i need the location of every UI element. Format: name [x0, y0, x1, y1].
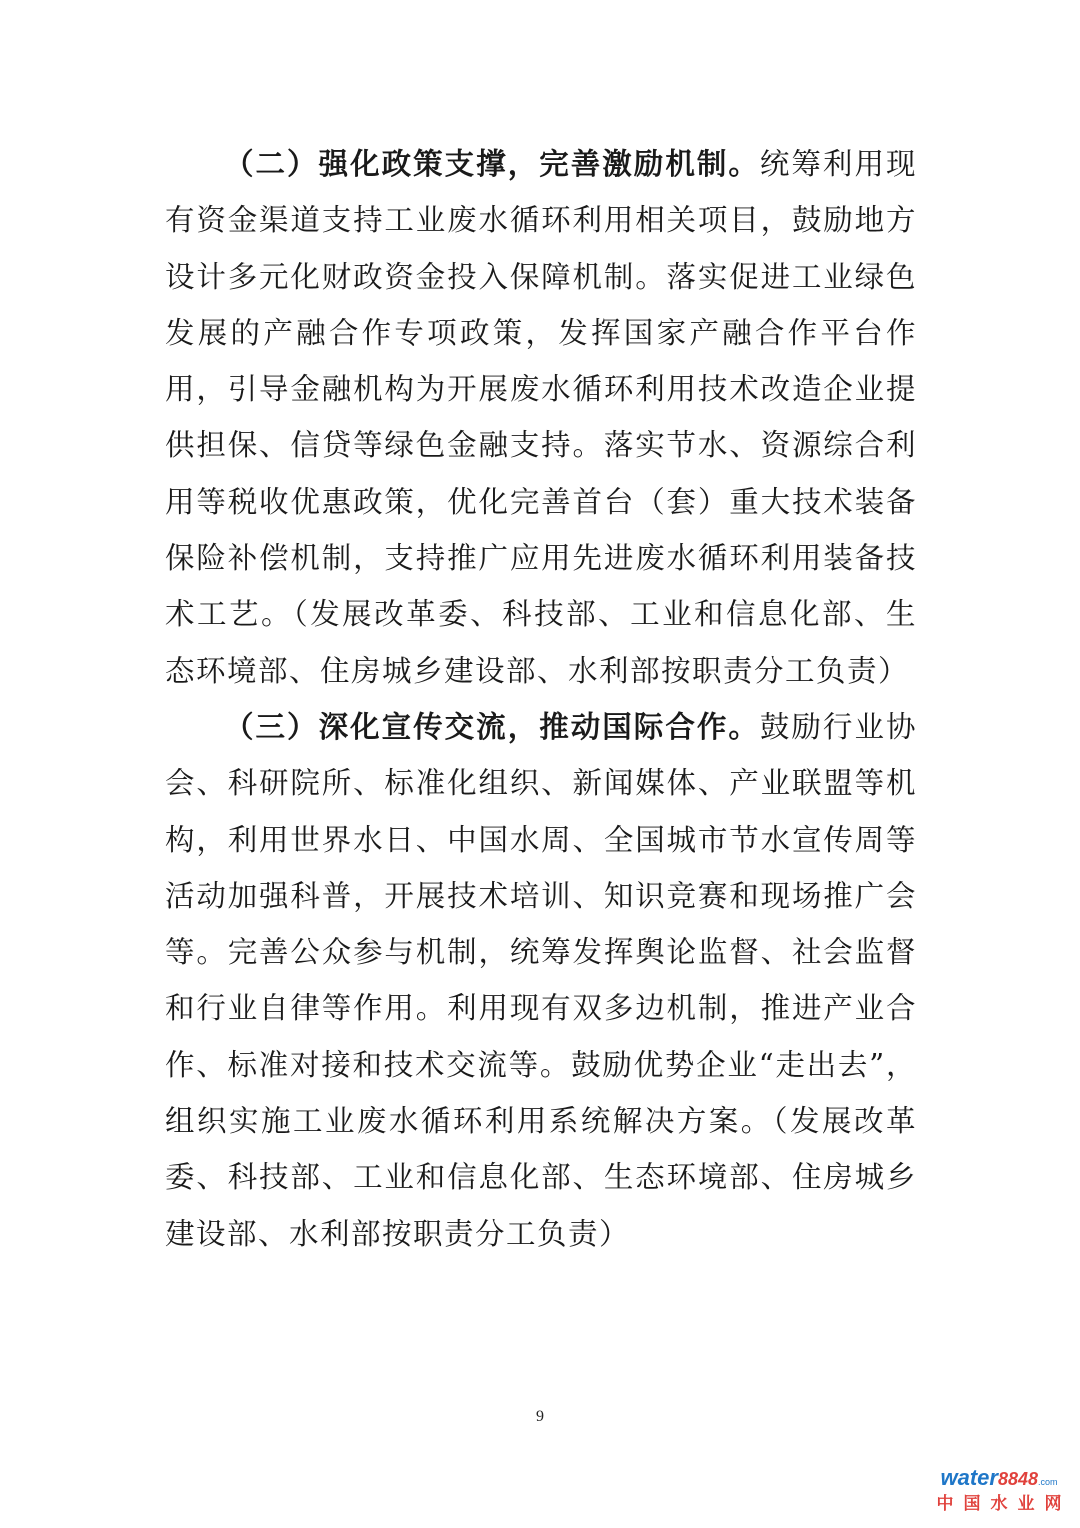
paragraph-heading: （二）强化政策支撑，完善激励机制。	[224, 147, 760, 181]
page-number: 9	[536, 1408, 544, 1425]
watermark-brand-number: 8848	[997, 1469, 1038, 1489]
watermark-brand	[936, 1466, 1062, 1494]
watermark-subtitle: 中国水业网	[936, 1494, 1072, 1513]
document-body	[165, 136, 917, 1262]
paragraph-international-cooperation	[165, 699, 917, 1262]
paragraph-text: 统筹利用现有资金渠道支持工业废水循环利用相关项目，鼓励地方设计多元化财政资金投入保障机制。落实促进工业绿色发展的产融合作专项政策，发挥国家产融合作平台作用，引导金融机构为开展废水循环利用技术改造企业提供担保、信贷等绿色金融支持。落实节水、资源综合利用等税收优惠政策，优化完善首台（套）重大技术装备保险补偿机制，支持推广应用先进废水循环利用装备技术工艺。（发展改革委、科技部、工业和信息化部、生态环境部、住房城乡建设部、水利部按职责分工负责）	[165, 147, 917, 688]
paragraph-text: 鼓励行业协会、科研院所、标准化组织、新闻媒体、产业联盟等机构，利用世界水日、中国水周、全国城市节水宣传周等活动加强科普，开展技术培训、知识竞赛和现场推广会等。完善公众参与机制，统筹发挥舆论监督、社会监督和行业自律等作用。利用现有双多边机制，推进产业合作、标准对接和技术交流等。鼓励优势企业“走出去”，组织实施工业废水循环利用系统解决方案。（发展改革委、科技部、工业和信息化部、生态环境部、住房城乡建设部、水利部按职责分工负责）	[165, 709, 917, 1251]
watermark-brand-word: water	[940, 1465, 998, 1490]
site-watermark-logo	[936, 1465, 1072, 1514]
paragraph-heading: （三）深化宣传交流，推动国际合作。	[224, 709, 760, 744]
paragraph-policy-support	[165, 136, 917, 699]
watermark-brand-domain: .com	[1038, 1477, 1058, 1487]
